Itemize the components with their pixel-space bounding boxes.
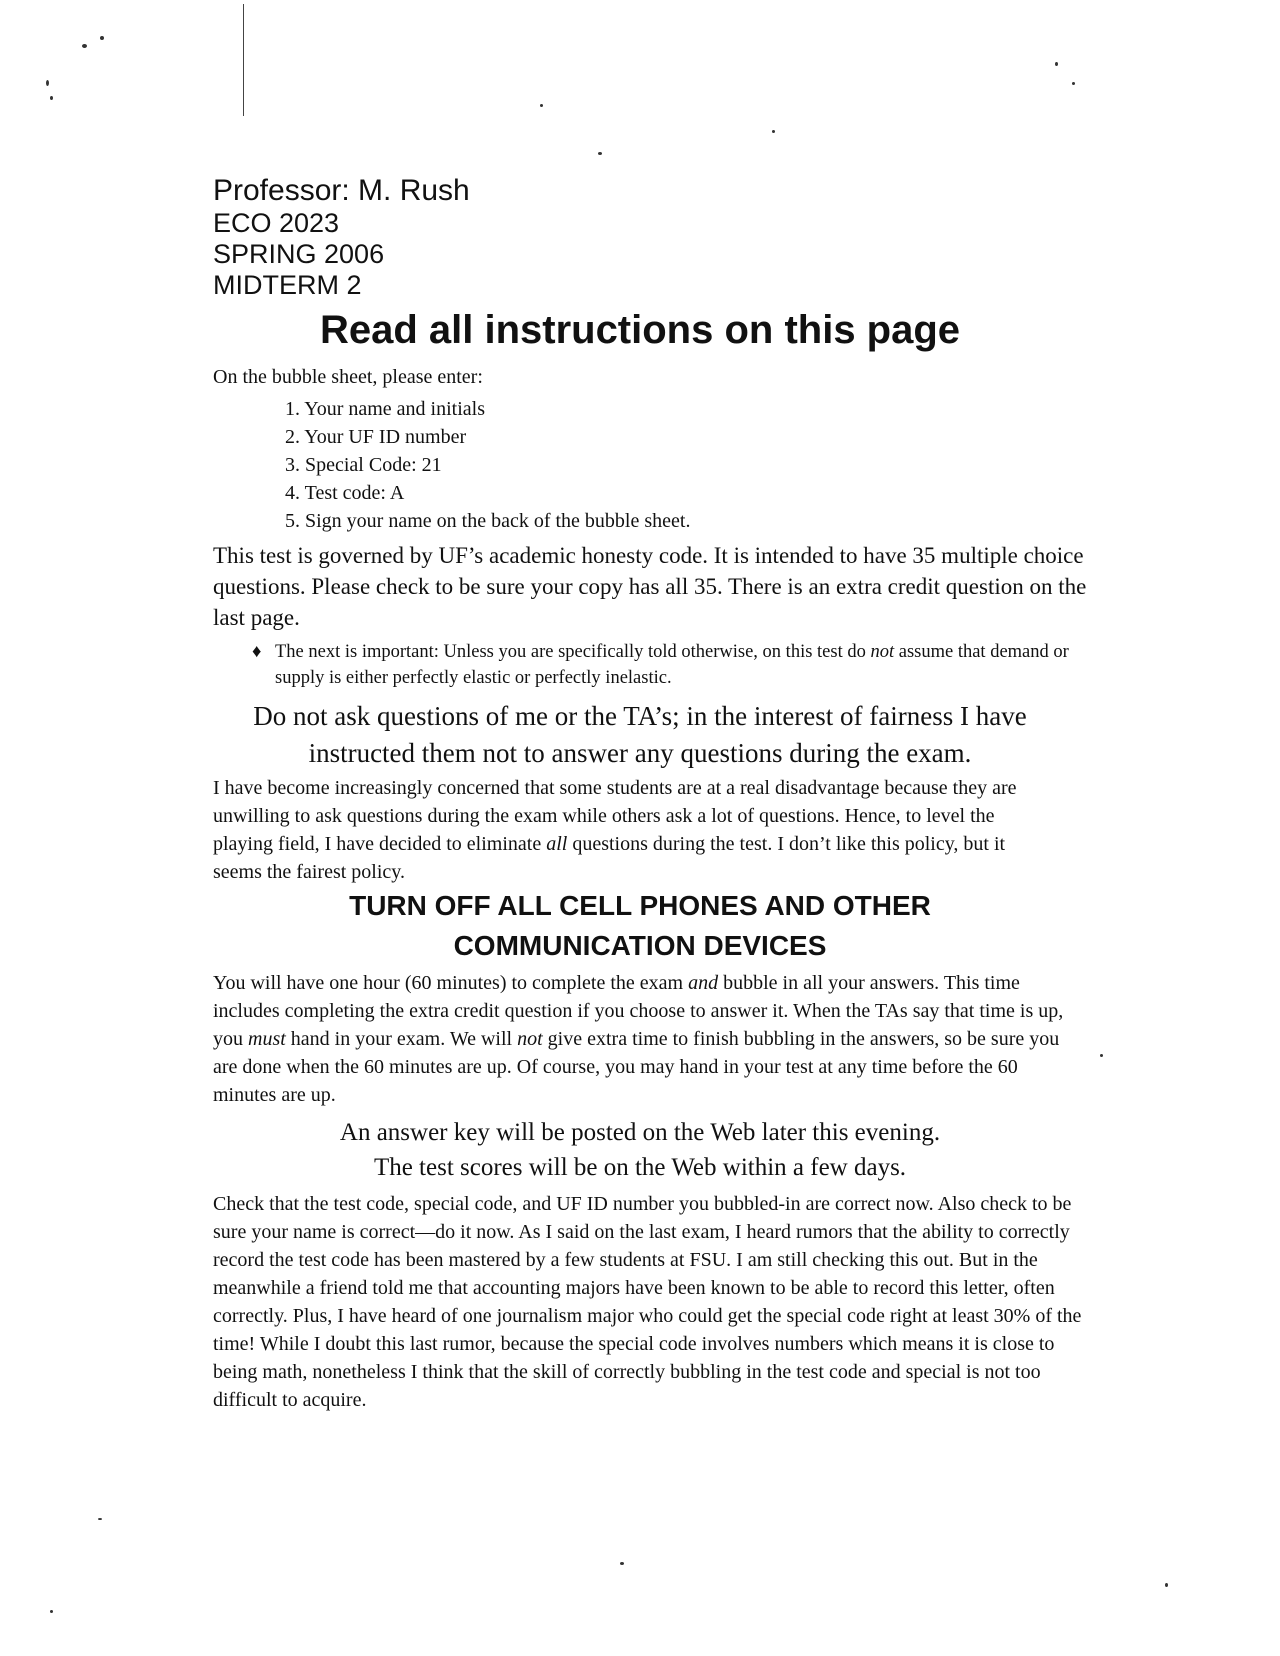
course-line: ECO 2023 xyxy=(213,208,340,238)
list-item: 5. Sign your name on the back of the bubble sheet. xyxy=(285,510,691,532)
scan-speck xyxy=(1072,82,1075,85)
scan-line-artifact xyxy=(243,4,244,116)
phones-notice-line2: COMMUNICATION DEVICES xyxy=(453,930,827,961)
scan-speck xyxy=(82,44,87,48)
no-questions-notice: Do not ask questions of me or the TA’s; in the interest of fairness I have instructed them not to answer any questions during the exam. xyxy=(253,701,1027,768)
scores-notice: The test scores will be on the Web within a few days. xyxy=(373,1154,907,1181)
scan-speck xyxy=(772,130,775,133)
scan-speck xyxy=(50,1610,53,1613)
list-item: 3. Special Code: 21 xyxy=(285,454,442,476)
scan-speck xyxy=(46,80,49,86)
check-paragraph: Check that the test code, special code, and UF ID number you bubbled-in are correct now. Also check to be sure your name is correct—do it now. As I said on the last exam, I heard rumors that the ability to correctly record the test code has been mastered by a few students at FSU. I am still checking this out. But in the meanwhile a friend told me that accounting majors have been known to be able to record this letter, often correctly. Plus, I have heard of one journalism major who could get the special code right at least 30% of the time! While I doubt this last rumor, because the special code involves numbers which means it is close to being math, nonetheless I think that the skill of correctly bubbling in the test code and special is not too difficult to acquire. xyxy=(213,1193,1082,1411)
phones-notice-line1: TURN OFF ALL CELL PHONES AND OTHER xyxy=(349,890,931,921)
time-paragraph: You will have one hour (60 minutes) to complete the exam and bubble in all your answers. This time includes completing the extra credit question if you choose to answer it. When the TAs say that time is up, you must hand in your exam. We will not give extra time to finish bubbling in the answers, so be sure you are done when the 60 minutes are up. Of course, you may hand in your test at any time before the 60 minutes are up. xyxy=(213,972,1064,1106)
scan-speck xyxy=(1055,62,1058,66)
answer-key-notice: An answer key will be posted on the Web later this evening. xyxy=(339,1119,941,1146)
elasticity-note xyxy=(252,639,1092,691)
exam-line: MIDTERM 2 xyxy=(213,270,362,300)
scan-speck xyxy=(50,96,53,100)
exam-header xyxy=(213,174,470,301)
list-item: 4. Test code: A xyxy=(285,482,405,504)
scan-speck xyxy=(100,36,104,40)
bubble-instructions-list xyxy=(285,395,690,535)
bubble-intro: On the bubble sheet, please enter: xyxy=(213,366,483,388)
scan-speck xyxy=(1100,1054,1103,1057)
page-title: Read all instructions on this page xyxy=(319,308,961,352)
scan-speck xyxy=(598,152,602,155)
professor-line: Professor: M. Rush xyxy=(213,174,470,207)
honesty-paragraph: This test is governed by UF’s academic honesty code. It is intended to have 35 multiple choice questions. Please check to be sure your copy has all 35. There is an extra credit question on the last page. xyxy=(213,543,1087,630)
scan-speck xyxy=(98,1518,102,1520)
term-line: SPRING 2006 xyxy=(213,239,385,269)
list-item: 1. Your name and initials xyxy=(285,398,485,420)
scan-speck xyxy=(620,1562,624,1565)
list-item: 2. Your UF ID number xyxy=(285,426,467,448)
scan-speck xyxy=(540,104,543,107)
elasticity-note-text: The next is important: Unless you are specifically told otherwise, on this test do not assume that demand or supply is either perfectly elastic or perfectly inelastic. xyxy=(275,642,1069,688)
scan-speck xyxy=(1165,1583,1168,1587)
diamond-bullet-icon: ♦ xyxy=(252,642,262,662)
concern-paragraph: I have become increasingly concerned that some students are at a real disadvantage because they are unwilling to ask questions during the exam while others ask a lot of questions. Hence, to level the playing field, I have decided to eliminate all questions during the test. I don’t like this policy, but it seems the fairest policy. xyxy=(213,777,1017,883)
